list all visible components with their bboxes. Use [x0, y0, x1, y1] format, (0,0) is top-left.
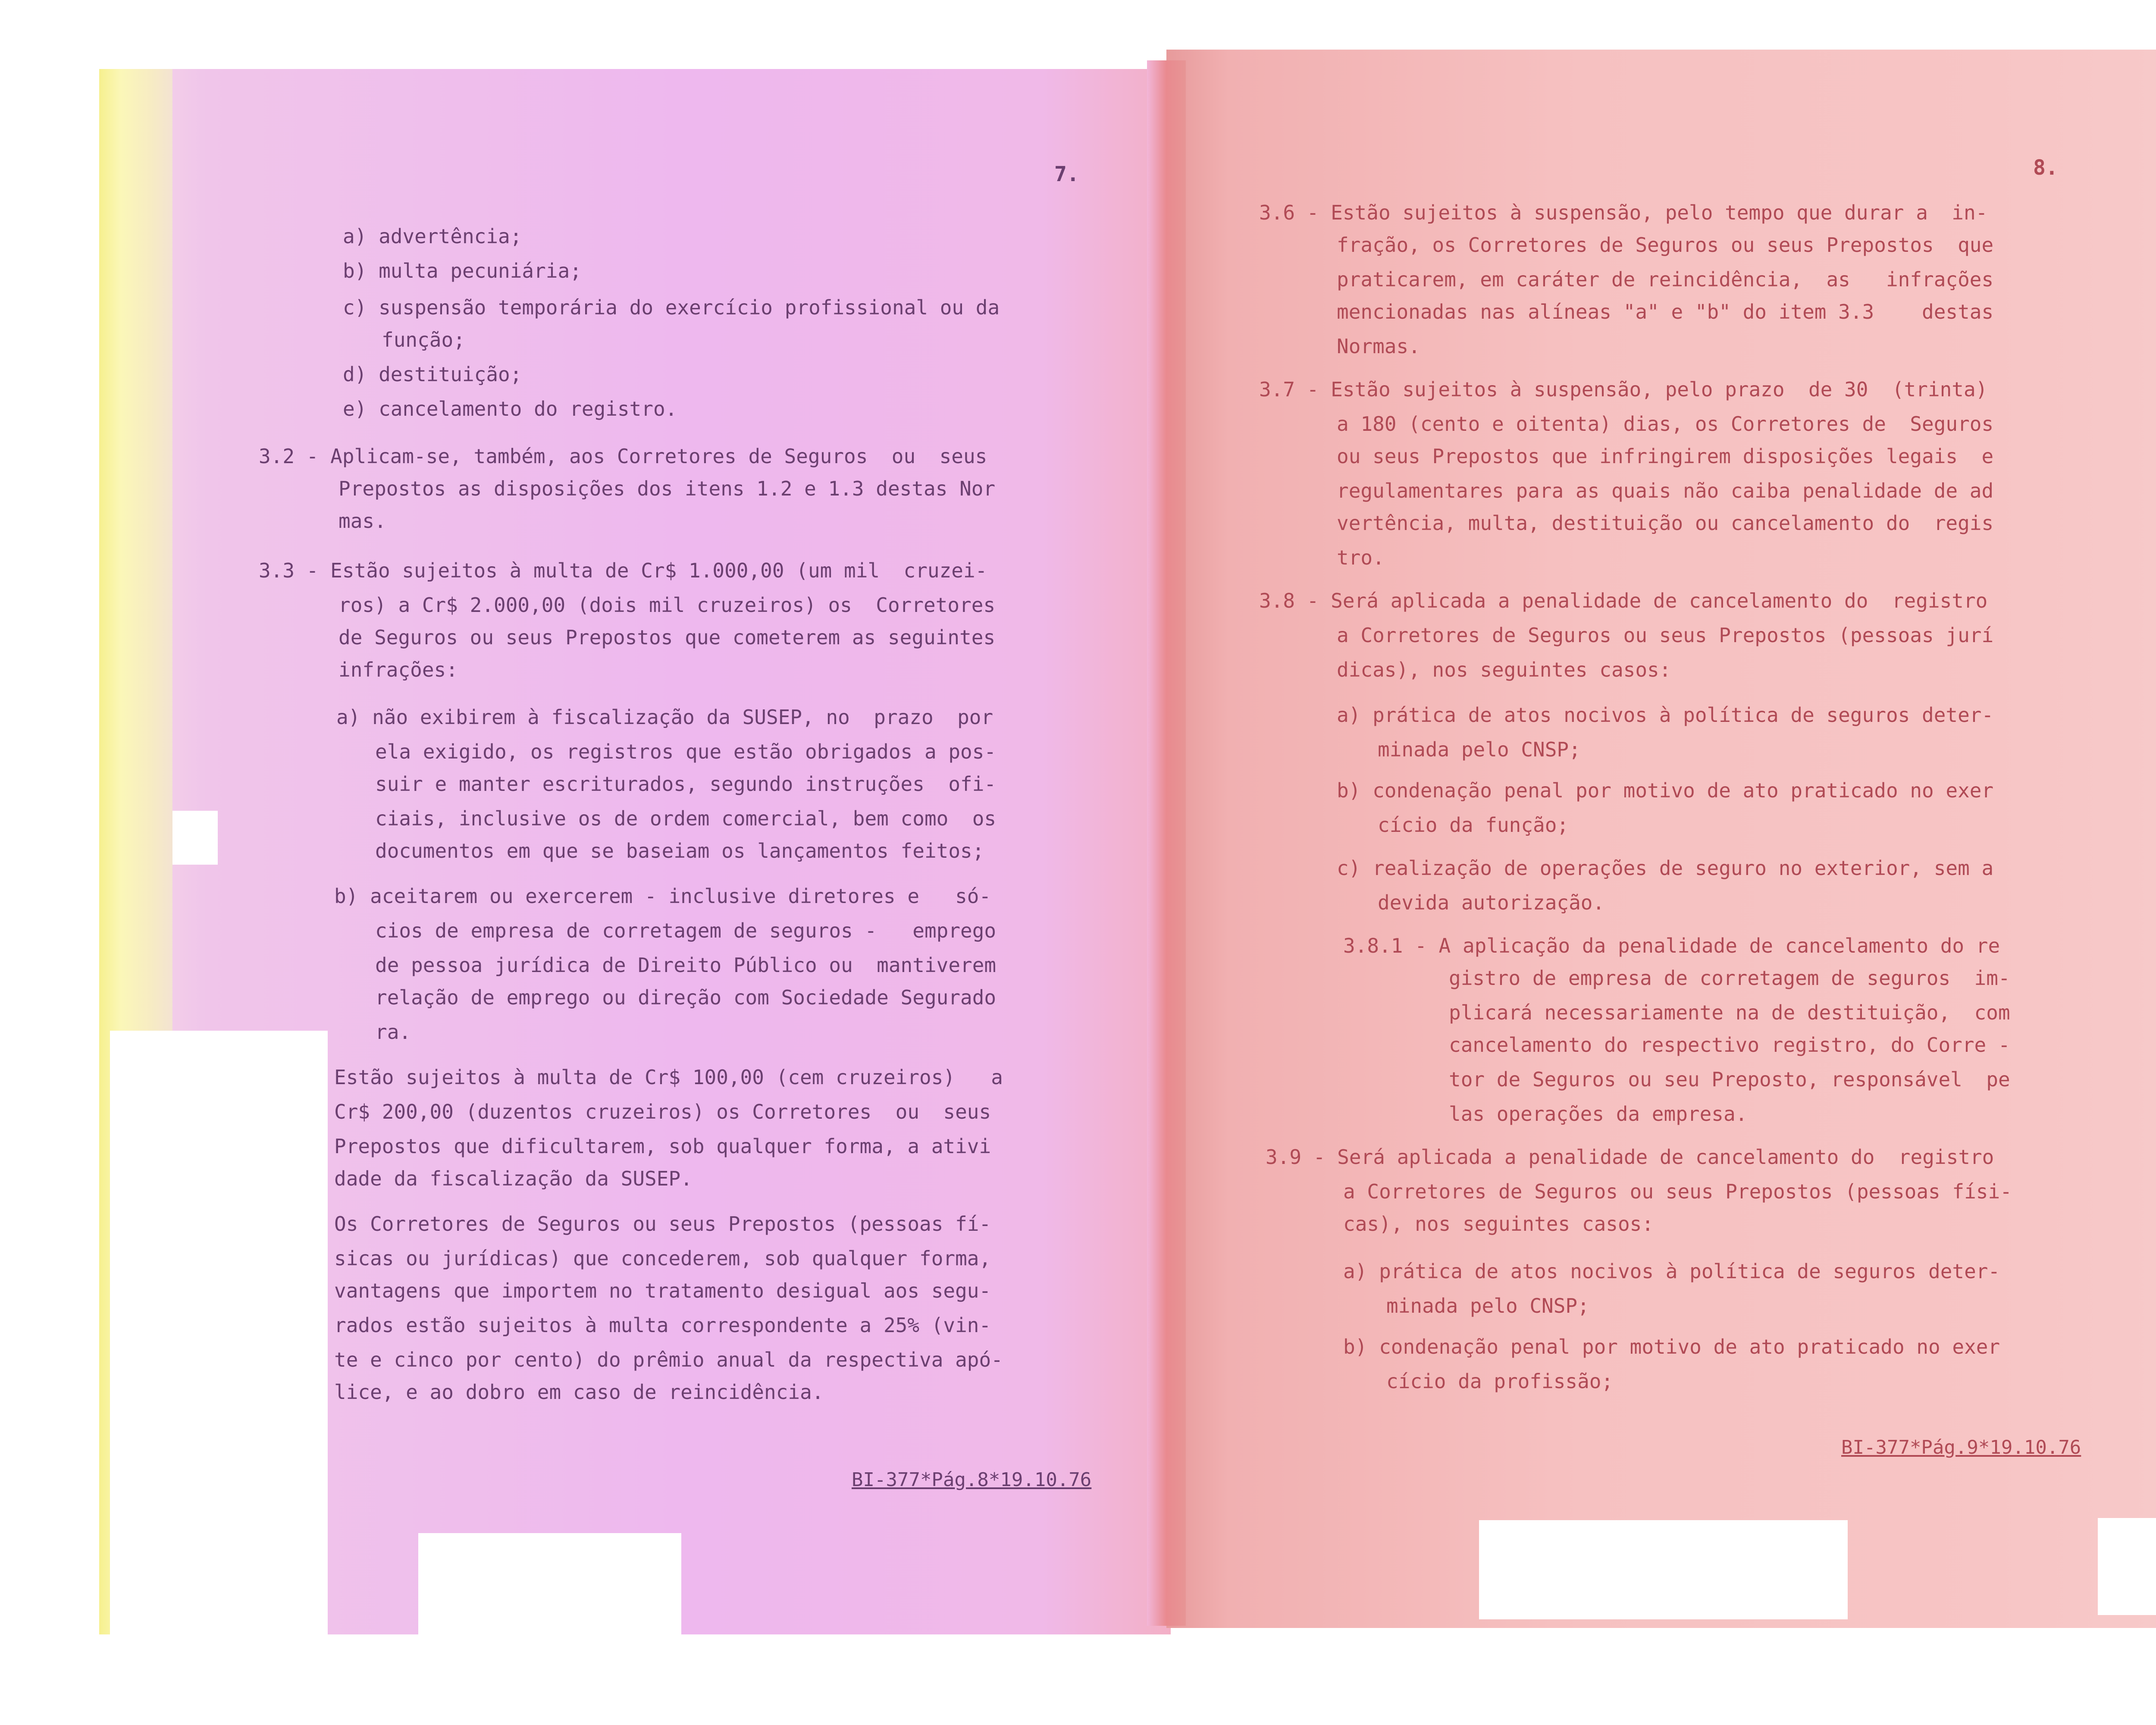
text-line: Cr$ 200,00 (duzentos cruzeiros) os Corretores ou seus	[334, 1100, 991, 1123]
text-line: cício da profissão;	[1386, 1370, 1614, 1393]
text-line: Estão sujeitos à multa de Cr$ 100,00 (cem cruzeiros) a	[334, 1066, 1003, 1089]
text-line: Os Corretores de Seguros ou seus Prepostos (pessoas fí-	[334, 1212, 991, 1236]
text-line: ela exigido, os registros que estão obrigados a pos-	[375, 740, 997, 763]
text-line: ros) a Cr$ 2.000,00 (dois mil cruzeiros) os Corretores	[338, 593, 996, 617]
text-line: b) multa pecuniária;	[343, 259, 582, 282]
text-line: cancelamento do respectivo registro, do Corre -	[1449, 1033, 2010, 1057]
text-line: infrações:	[338, 658, 458, 681]
text-line: 3.8 - Será aplicada a penalidade de cancelamento do registro	[1259, 589, 1988, 612]
text-line: 3.6 - Estão sujeitos à suspensão, pelo tempo que durar a in-	[1259, 201, 1988, 224]
text-line: plicará necessariamente na de destituição, com	[1449, 1001, 2010, 1024]
page-number: 7.	[1054, 162, 1079, 186]
text-line: vantagens que importem no tratamento desigual aos segu-	[334, 1279, 991, 1302]
text-line: 3.2 - Aplicam-se, também, aos Corretores de Seguros ou seus	[259, 445, 987, 468]
text-line: cício da função;	[1378, 813, 1569, 837]
text-line: Prepostos as disposições dos itens 1.2 e 1.3 destas Nor	[338, 477, 996, 500]
text-line: cios de empresa de corretagem de seguros - emprego	[375, 919, 997, 942]
text-line: documentos em que se baseiam os lançamentos feitos;	[375, 839, 984, 862]
text-line: b) aceitarem ou exercerem - inclusive diretores e só-	[334, 884, 991, 908]
text-line: a Corretores de Seguros ou seus Prepostos (pessoas jurí	[1337, 624, 1994, 647]
text-line: sicas ou jurídicas) que concederem, sob qualquer forma,	[334, 1247, 991, 1270]
page-footer: BI-377*Pág.8*19.10.76	[852, 1469, 1092, 1491]
text-line: relação de emprego ou direção com Sociedade Segurado	[375, 986, 997, 1009]
text-line: rados estão sujeitos à multa correspondente a 25% (vin-	[334, 1314, 991, 1337]
text-line: a) advertência;	[343, 225, 522, 248]
text-line: b) condenação penal por motivo de ato praticado no exer	[1343, 1335, 2000, 1358]
text-line: tro.	[1337, 546, 1385, 569]
text-line: mas.	[338, 509, 386, 533]
text-line: dade da fiscalização da SUSEP.	[334, 1167, 693, 1190]
text-line: Prepostos que dificultarem, sob qualquer forma, a ativi	[334, 1135, 991, 1158]
text-line: função;	[382, 328, 465, 351]
text-line: vertência, multa, destituição ou cancelamento do regis	[1337, 511, 1994, 535]
text-line: praticarem, em caráter de reincidência, as infrações	[1337, 268, 1994, 291]
text-line: suir e manter escriturados, segundo instruções ofi-	[375, 772, 997, 796]
text-line: de pessoa jurídica de Direito Público ou mantiverem	[375, 953, 997, 977]
page-number: 8.	[2033, 156, 2058, 180]
text-line: ou seus Prepostos que infringirem disposições legais e	[1337, 445, 1994, 468]
text-line: c) realização de operações de seguro no exterior, sem a	[1337, 856, 1994, 880]
text-line: regulamentares para as quais não caiba penalidade de ad	[1337, 479, 1994, 502]
text-line: a 180 (cento e oitenta) dias, os Corretores de Seguros	[1337, 412, 1994, 436]
text-line: 3.8.1 - A aplicação da penalidade de cancelamento do re	[1343, 934, 2000, 957]
text-line: minada pelo CNSP;	[1386, 1294, 1589, 1317]
text-line: dicas), nos seguintes casos:	[1337, 658, 1671, 681]
text-line: 3.7 - Estão sujeitos à suspensão, pelo prazo de 30 (trinta)	[1259, 378, 1988, 401]
text-line: ra.	[375, 1020, 411, 1044]
text-line: tor de Seguros ou seu Preposto, responsável pe	[1449, 1068, 2010, 1091]
text-line: ciais, inclusive os de ordem comercial, bem como os	[375, 807, 997, 830]
text-line: lice, e ao dobro em caso de reincidência.	[334, 1380, 824, 1404]
redaction-patch	[418, 1533, 681, 1634]
text-line: c) suspensão temporária do exercício profissional ou da	[343, 296, 1000, 319]
text-line: b) condenação penal por motivo de ato praticado no exer	[1337, 779, 1994, 802]
text-line: a) não exibirem à fiscalização da SUSEP, no prazo por	[336, 706, 993, 729]
text-line: 3.3 - Estão sujeitos à multa de Cr$ 1.000,00 (um mil cruzei-	[259, 559, 987, 582]
text-line: de Seguros ou seus Prepostos que cometerem as seguintes	[338, 626, 996, 649]
page-footer: BI-377*Pág.9*19.10.76	[1841, 1436, 2081, 1458]
text-line: fração, os Corretores de Seguros ou seus Prepostos que	[1337, 233, 1994, 257]
text-line: 3.9 - Será aplicada a penalidade de cancelamento do registro	[1266, 1145, 1994, 1169]
text-line: las operações da empresa.	[1449, 1102, 1748, 1126]
text-line: Normas.	[1337, 335, 1420, 358]
redaction-patch	[172, 811, 218, 865]
text-line: d) destituição;	[343, 363, 522, 386]
text-line: a Corretores de Seguros ou seus Prepostos (pessoas físi-	[1343, 1180, 2012, 1203]
text-line: e) cancelamento do registro.	[343, 397, 677, 420]
redaction-patch	[1479, 1520, 1848, 1619]
text-line: gistro de empresa de corretagem de seguros im-	[1449, 966, 2010, 990]
text-line: minada pelo CNSP;	[1378, 738, 1581, 761]
text-line: a) prática de atos nocivos à política de seguros deter-	[1343, 1260, 2000, 1283]
text-line: devida autorização.	[1378, 891, 1605, 914]
book-spine	[1147, 60, 1186, 1626]
redaction-patch	[110, 1031, 328, 1634]
text-line: a) prática de atos nocivos à política de seguros deter-	[1337, 703, 1994, 727]
redaction-patch	[2098, 1518, 2156, 1615]
text-line: mencionadas nas alíneas "a" e "b" do item 3.3 destas	[1337, 300, 1994, 323]
text-line: te e cinco por cento) do prêmio anual da respectiva apó-	[334, 1348, 1003, 1371]
text-line: cas), nos seguintes casos:	[1343, 1212, 1654, 1236]
